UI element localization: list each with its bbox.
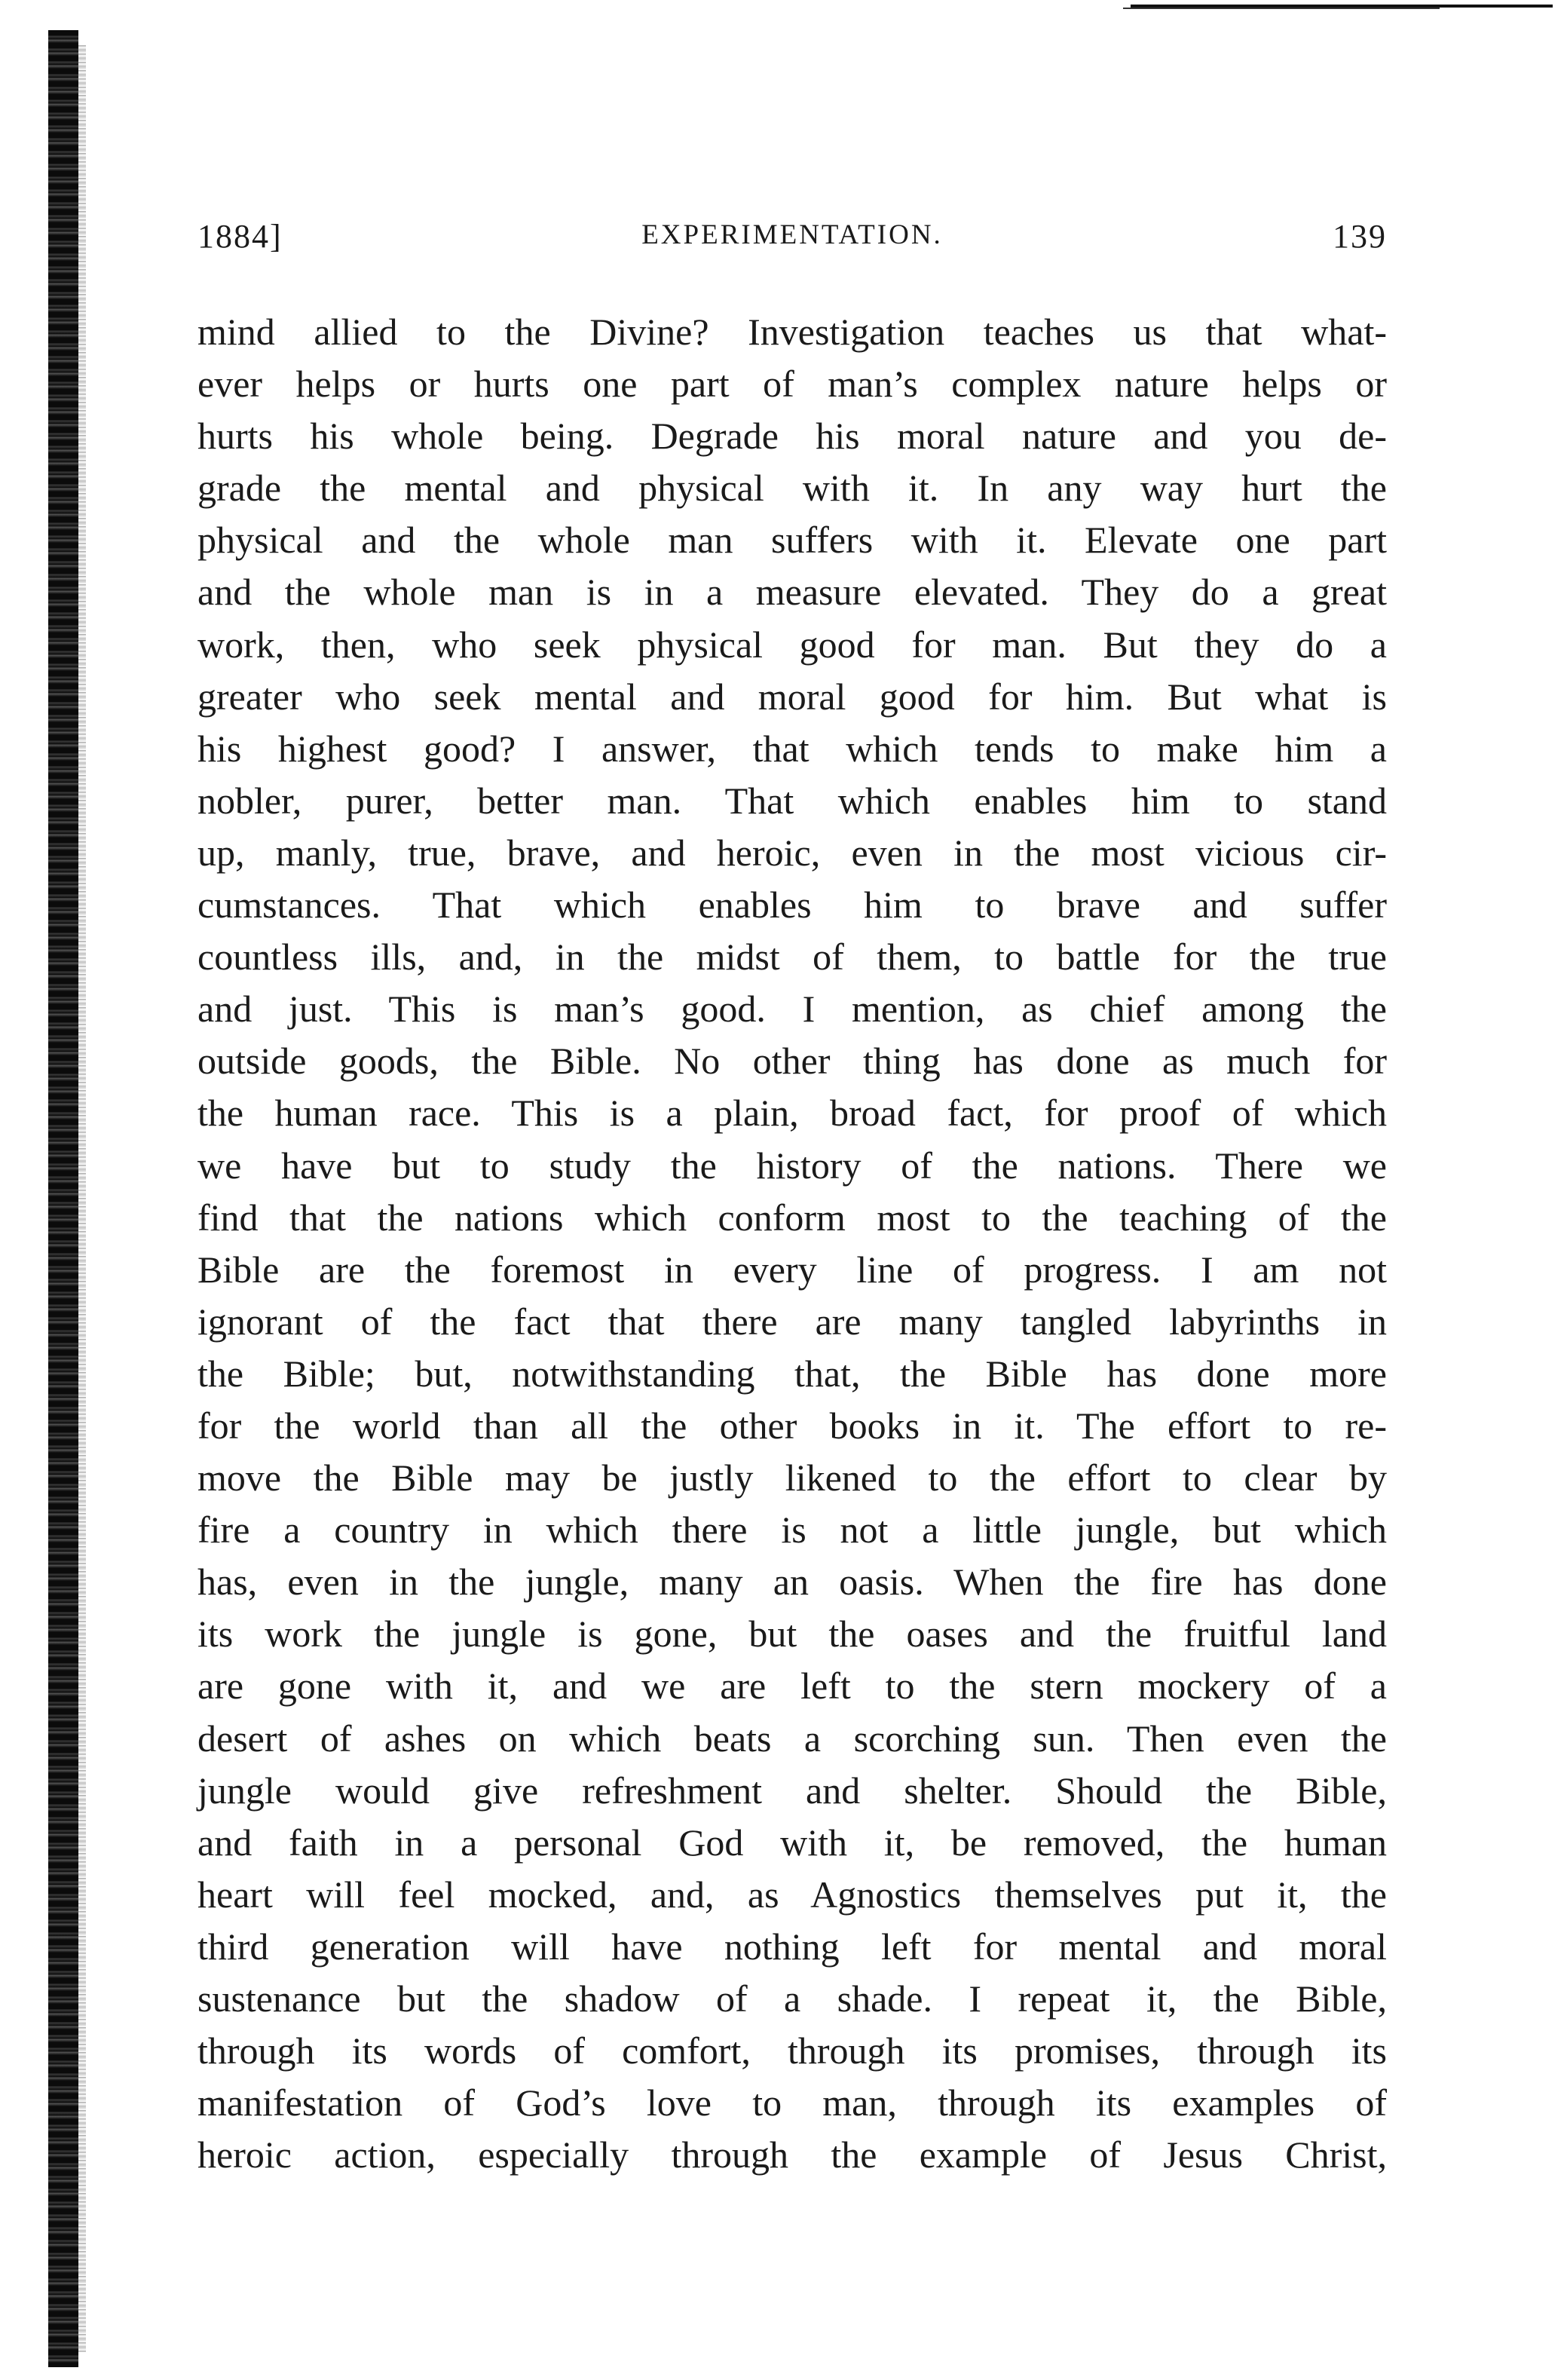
text-line: has, even in the jungle, many an oasis. When the fire has done — [197, 1561, 1387, 1604]
text-line: his highest good? I answer, that which tends to make him a — [197, 727, 1387, 770]
text-line: are gone with it, and we are left to the stern mockery of a — [197, 1665, 1387, 1708]
top-rule-thin — [1123, 8, 1440, 9]
text-line: move the Bible may be justly likened to the effort to clear by — [197, 1456, 1387, 1499]
text-line: manifestation of God’s love to man, through its examples of — [197, 2081, 1387, 2124]
text-line: up, manly, true, brave, and heroic, even in the most vicious cir- — [197, 831, 1387, 874]
text-line: its work the jungle is gone, but the oases and the fruitful land — [197, 1613, 1387, 1656]
binding-edge — [78, 45, 86, 2352]
body-text — [197, 306, 1387, 2181]
running-head — [197, 217, 1387, 262]
binding-spine — [48, 30, 78, 2367]
text-line: ever helps or hurts one part of man’s complex nature helps or — [197, 363, 1387, 406]
text-line: heroic action, especially through the example of Jesus Christ, — [197, 2133, 1387, 2176]
text-line: third generation will have nothing left for mental and moral — [197, 1925, 1387, 1968]
text-line: the Bible; but, notwithstanding that, the Bible has done more — [197, 1352, 1387, 1395]
text-line: through its words of comfort, through its promises, through its — [197, 2029, 1387, 2072]
text-line: and faith in a personal God with it, be removed, the human — [197, 1821, 1387, 1864]
text-line: desert of ashes on which beats a scorching sun. Then even the — [197, 1717, 1387, 1760]
text-line: and the whole man is in a measure elevated. They do a great — [197, 571, 1387, 614]
text-line: jungle would give refreshment and shelter. Should the Bible, — [197, 1769, 1387, 1812]
text-line: hurts his whole being. Degrade his moral nature and you de- — [197, 415, 1387, 458]
text-line: for the world than all the other books in it. The effort to re- — [197, 1404, 1387, 1447]
text-line: find that the nations which conform most to the teaching of the — [197, 1196, 1387, 1239]
text-line: nobler, purer, better man. That which enables him to stand — [197, 779, 1387, 822]
text-line: outside goods, the Bible. No other thing has done as much for — [197, 1040, 1387, 1083]
text-line: cumstances. That which enables him to brave and suffer — [197, 884, 1387, 927]
text-line: sustenance but the shadow of a shade. I repeat it, the Bible, — [197, 1977, 1387, 2020]
text-line: the human race. This is a plain, broad fact, for proof of which — [197, 1092, 1387, 1135]
text-line: physical and the whole man suffers with it. Elevate one part — [197, 519, 1387, 562]
header-year: 1884] — [197, 218, 283, 255]
text-line: we have but to study the history of the nations. There we — [197, 1144, 1387, 1187]
text-line: countless ills, and, in the midst of them, to battle for the true — [197, 936, 1387, 979]
text-line: heart will feel mocked, and, as Agnostics themselves put it, the — [197, 1873, 1387, 1916]
text-line: and just. This is man’s good. I mention, as chief among the — [197, 988, 1387, 1031]
text-line: fire a country in which there is not a little jungle, but which — [197, 1509, 1387, 1551]
text-line: greater who seek mental and moral good for him. But what is — [197, 675, 1387, 718]
text-line: ignorant of the fact that there are many tangled labyrinths in — [197, 1300, 1387, 1343]
page-number: 139 — [1333, 218, 1387, 255]
header-title: EXPERIMENTATION. — [641, 219, 943, 250]
text-line: mind allied to the Divine? Investigation teaches us that what- — [197, 311, 1387, 353]
text-line: Bible are the foremost in every line of progress. I am not — [197, 1248, 1387, 1291]
text-line: grade the mental and physical with it. In any way hurt the — [197, 467, 1387, 510]
text-line: work, then, who seek physical good for man. But they do a — [197, 623, 1387, 666]
